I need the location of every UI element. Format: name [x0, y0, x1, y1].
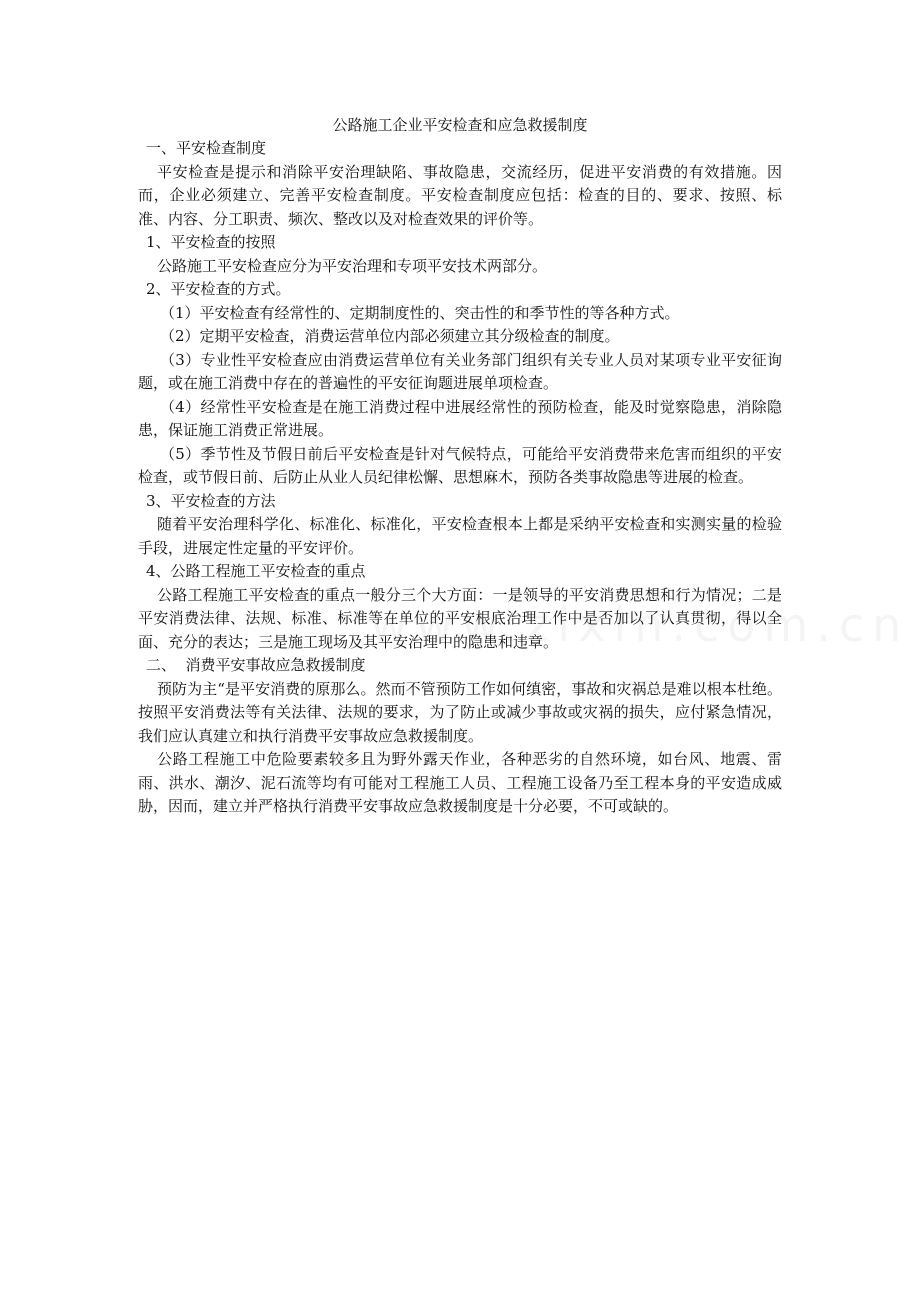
document-title: 公路施工企业平安检查和应急救援制度: [332, 116, 588, 134]
list-item: （3）专业性平安检查应由消费运营单位有关业务部门组织有关专业人员对某项专业平安征询题，或在施工消费中存在的普遍性的平安征询题进展单项检查。: [138, 350, 782, 392]
paragraph-intro: 平安检查是提示和消除平安治理缺陷、事故隐患，交流经历，促进平安消费的有效措施。因而，企业必须建立、完善平安检查制度。平安检查制度应包括：检查的目的、要求、按照、标准、内容、分工职责、频次、整改以及对检查效果的评价等。: [138, 162, 782, 228]
list-item: （5）季节性及节假日前后平安检查是针对气候特点，可能给平安消费带来危害而组织的平安检查，或节假日前、后防止从业人员纪律松懈、思想麻木，预防各类事故隐患等进展的检查。: [138, 444, 782, 486]
section-heading-1: 一、平安检查制度: [146, 139, 267, 157]
document-page: [138, 114, 782, 819]
subheading-methods: 2、平安检查的方式。: [146, 280, 291, 298]
list-item: （4）经常性平安检查是在施工消费过程中进展经常性的预防检查，能及时觉察隐患，消除隐患，保证施工消费正常进展。: [138, 397, 782, 439]
paragraph-basis: 公路施工平安检查应分为平安治理和专项平安技术两部分。: [157, 256, 548, 275]
list-item: （1）平安检查有经常性的、定期制度性的、突击性的和季节性的等各种方式。: [160, 303, 680, 322]
subheading-focus: 4、公路工程施工平安检查的重点: [146, 562, 366, 580]
subheading-basis: 1、平安检查的按照: [146, 233, 276, 251]
subheading-approach: 3、平安检查的方法: [146, 491, 276, 510]
list-item: （2）定期平安检查，消费运营单位内部必须建立其分级检查的制度。: [160, 327, 620, 345]
section-heading-2: 二、 消费平安事故应急救援制度: [146, 656, 366, 674]
paragraph-focus: 公路工程施工平安检查的重点一般分三个大方面：一是领导的平安消费思想和行为情况；二是平安消费法律、法规、标准、标准等在单位的平安根底治理工作中是否加以了认真贯彻，得以全面、充分的表达；三是施工现场及其平安治理中的隐患和违章。: [138, 585, 782, 651]
paragraph-prevention: 预防为主“是平安消费的原那么。然而不管预防工作如何缜密，事故和灾祸总是难以根本杜绝。按照平安消费法等有关法律、法规的要求，为了防止或减少事故或灾祸的损失，应付紧急情况，我们应认真建立和执行消费平安事故应急救援制度。: [138, 679, 782, 745]
paragraph-approach: 随着平安治理科学化、标准化、标准化，平安检查根本上都是采纳平安检查和实测实量的检验手段，进展定性定量的平安评价。: [138, 515, 782, 557]
paragraph-hazards: 公路工程施工中危险要素较多且为野外露天作业，各种恶劣的自然环境，如台风、地震、雷雨、洪水、潮汐、泥石流等均有可能对工程施工人员、工程施工设备乃至工程本身的平安造成威胁，因而，建立并严格执行消费平安事故应急救援制度是十分必要，不可或缺的。: [138, 750, 782, 815]
